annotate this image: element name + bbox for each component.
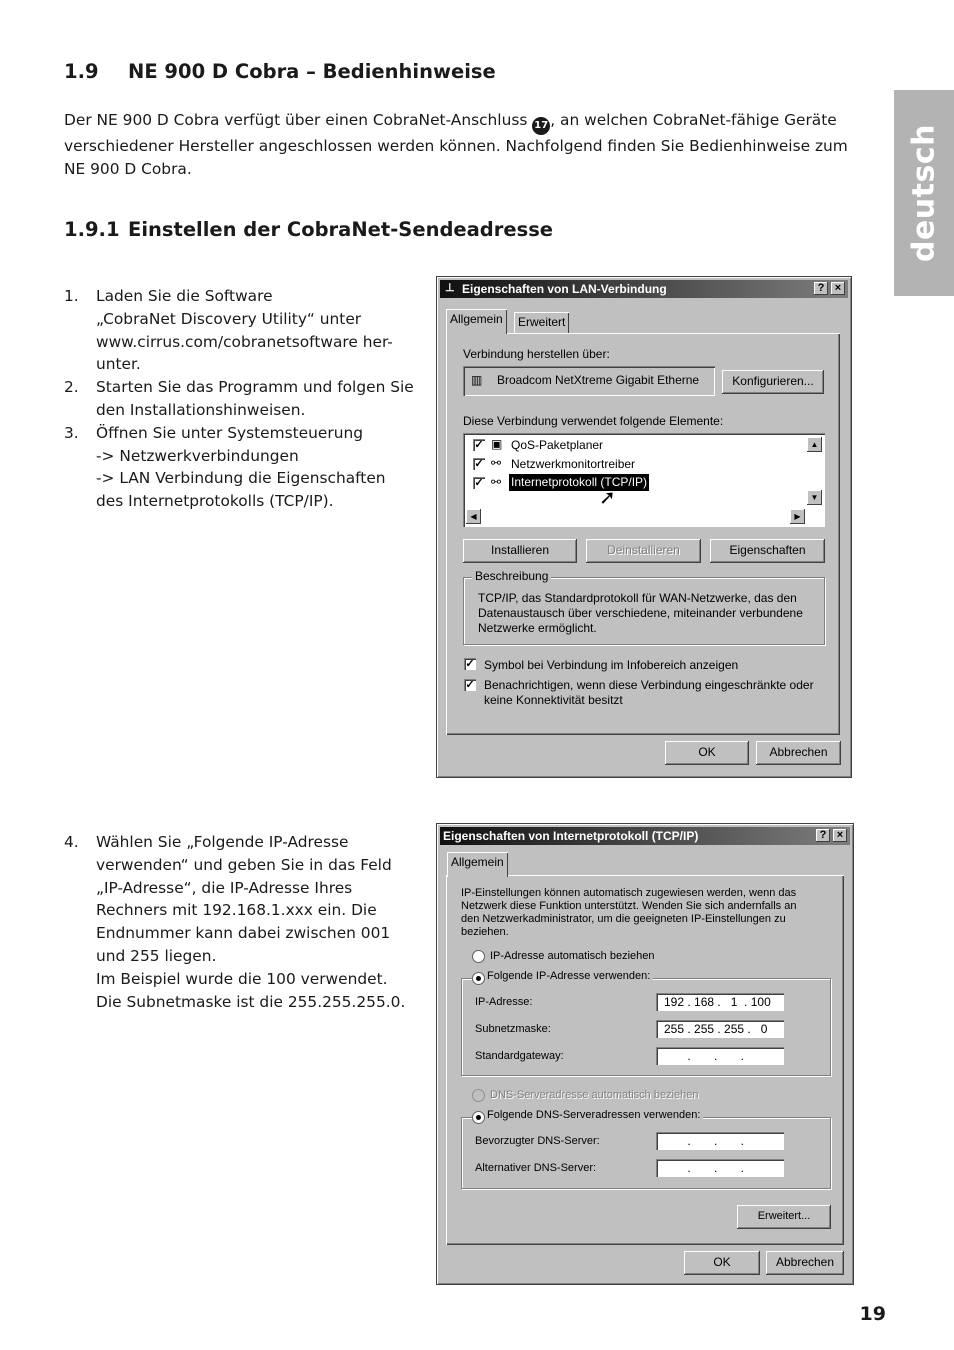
preferred-dns-input[interactable]: . . .: [656, 1132, 784, 1150]
elements-label: Diese Verbindung verwendet folgende Elemente:: [463, 414, 724, 428]
ip-group: [461, 970, 831, 1076]
step-line: Die Subnetmaske ist die 255.255.255.0.: [96, 992, 406, 1011]
step-line: Starten Sie das Programm und folgen Sie: [96, 378, 414, 397]
tray-icon-label: Symbol bei Verbindung im Infobereich anzeigen: [484, 658, 739, 672]
cancel-button[interactable]: Abbrechen: [756, 741, 841, 765]
subsection-number: 1.9.1: [64, 218, 120, 241]
properties-button[interactable]: Eigenschaften: [710, 539, 825, 563]
help-button[interactable]: ?: [814, 282, 828, 295]
step-number: 4.: [64, 833, 79, 851]
subnet-mask-label: Subnetzmaske:: [475, 1023, 551, 1035]
dialog-title: Eigenschaften von Internetprotokoll (TCP/IP): [443, 829, 699, 843]
list-item-netmon[interactable]: Netzwerkmonitortreiber: [511, 457, 636, 471]
checkbox-qos[interactable]: ✓: [474, 439, 484, 451]
intro-text-end: , an welchen CobraNet-fähige Geräte verschiedener Hersteller angeschlossen werden können. Nachfolgend finden Sie Bedienhinweise zum NE 900 D Cobra.: [64, 111, 848, 178]
protocol-icon: ⚯: [491, 475, 502, 489]
checkbox-notify[interactable]: ✓: [465, 679, 475, 691]
dialog-title: Eigenschaften von LAN-Verbindung: [462, 282, 667, 296]
dialog-titlebar[interactable]: [440, 827, 850, 845]
step-line: Öffnen Sie unter Systemsteuerung: [96, 423, 363, 442]
step-line: verwenden“ und geben Sie in das Feld: [96, 855, 392, 874]
checkbox-tcpip[interactable]: ✓: [474, 477, 484, 489]
scroll-up-button[interactable]: ▲: [807, 437, 822, 452]
advanced-button[interactable]: Erweitert...: [737, 1205, 831, 1229]
tcpip-properties-dialog: [436, 823, 854, 1285]
manual-ip-label: Folgende IP-Adresse verwenden:: [484, 970, 653, 982]
network-card-icon: ▥: [471, 373, 483, 387]
step-number: 1.: [64, 287, 79, 305]
radio-auto-dns: [472, 1089, 485, 1102]
cancel-button[interactable]: Abbrechen: [766, 1251, 844, 1275]
monitor-icon: ▣: [491, 437, 503, 451]
steps-list-1: [64, 285, 424, 513]
step-line: -> LAN Verbindung die Eigenschaften: [96, 469, 386, 488]
radio-auto-ip[interactable]: [472, 950, 485, 963]
network-icon: ⊥: [445, 282, 455, 294]
close-button[interactable]: ×: [833, 829, 847, 842]
step-number: 3.: [64, 423, 79, 442]
auto-dns-label: DNS-Serveradresse automatisch beziehen: [490, 1089, 699, 1101]
install-button[interactable]: Installieren: [463, 539, 577, 563]
alternate-dns-label: Alternativer DNS-Server:: [475, 1162, 597, 1174]
step-line: „IP-Adresse“, die IP-Adresse Ihres: [96, 878, 353, 897]
checkbox-netmon[interactable]: ✓: [474, 458, 484, 470]
tab-erweitert[interactable]: Erweitert: [514, 312, 569, 334]
page-number: 19: [859, 1303, 886, 1325]
step-4: [64, 831, 424, 1013]
step-3: [64, 422, 424, 513]
intro-text-start: Der NE 900 D Cobra verfügt über einen CobraNet-Anschluss: [64, 111, 533, 129]
step-line: Wählen Sie „Folgende IP-Adresse: [96, 833, 349, 851]
scroll-down-button[interactable]: ▼: [807, 490, 822, 505]
scroll-left-button[interactable]: ◀: [466, 509, 481, 524]
step-line: Rechners mit 192.168.1.xxx ein. Die: [96, 901, 377, 920]
description-group: [463, 569, 825, 645]
adapter-field: [463, 366, 715, 396]
description-title: Beschreibung: [472, 569, 551, 583]
subnet-mask-input[interactable]: 255 . 255 . 255 . 0: [656, 1020, 784, 1038]
step-line: www.cirrus.com/cobranetsoftware her-: [96, 332, 393, 351]
section-title: NE 900 D Cobra – Bedienhinweise: [128, 60, 496, 83]
step-1: [64, 285, 424, 376]
step-line: unter.: [96, 355, 141, 374]
gateway-label: Standardgateway:: [475, 1050, 564, 1062]
step-line: Laden Sie die Software: [96, 287, 273, 305]
ok-button[interactable]: OK: [665, 741, 749, 765]
checkbox-tray-icon[interactable]: ✓: [465, 658, 475, 670]
info-text: IP-Einstellungen können automatisch zugewiesen werden, wenn das Netzwerk diese Funktion unterstützt. Wenden Sie sich andernfalls an den Netzwerkadministrator, um die geeigneten IP-Einstellungen zu beziehen.: [461, 887, 797, 938]
ip-address-label: IP-Adresse:: [475, 996, 533, 1008]
step-2: [64, 376, 424, 422]
step-line: den Installationshinweisen.: [96, 400, 306, 419]
intro-paragraph: [64, 109, 864, 181]
step-line: und 255 liegen.: [96, 946, 217, 965]
radio-manual-ip[interactable]: [472, 972, 485, 985]
uninstall-button: Deinstallieren: [586, 539, 701, 563]
step-line: des Internetprotokolls (TCP/IP).: [96, 492, 334, 511]
lan-properties-dialog: [436, 276, 852, 778]
dns-group: [461, 1109, 831, 1189]
step-line: Im Beispiel wurde die 100 verwendet.: [96, 969, 388, 988]
ip-address-input[interactable]: 192 . 168 . 1 . 100: [656, 993, 784, 1011]
step-line: „CobraNet Discovery Utility“ unter: [96, 309, 362, 328]
close-button[interactable]: ×: [831, 282, 845, 295]
components-list[interactable]: [463, 433, 825, 527]
notify-label: Benachrichtigen, wenn diese Verbindung eingeschränkte oder keine Konnektivität besitzt: [484, 678, 814, 707]
step-number: 2.: [64, 378, 79, 397]
subsection-heading: [64, 218, 553, 241]
tab-panel: [446, 875, 844, 1245]
auto-ip-label: IP-Adresse automatisch beziehen: [490, 950, 655, 962]
ok-button[interactable]: OK: [684, 1251, 760, 1275]
connect-via-label: Verbindung herstellen über:: [463, 347, 610, 361]
configure-button[interactable]: Konfigurieren...: [722, 370, 824, 394]
protocol-icon: ⚯: [491, 456, 502, 470]
language-label: deutsch: [906, 123, 942, 263]
tab-panel: [446, 333, 840, 735]
manual-dns-label: Folgende DNS-Serveradressen verwenden:: [484, 1109, 703, 1121]
step-line: -> Netzwerkverbindungen: [96, 446, 299, 465]
section-number: 1.9: [64, 60, 99, 83]
gateway-input[interactable]: . . .: [656, 1047, 784, 1065]
subsection-title: Einstellen der CobraNet-Sendeadresse: [128, 218, 554, 241]
language-tab: [894, 90, 954, 296]
step-line: Endnummer kann dabei zwischen 001: [96, 924, 391, 943]
adapter-name: Broadcom NetXtreme Gigabit Etherne: [497, 373, 700, 387]
description-text: TCP/IP, das Standardprotokoll für WAN-Netzwerke, das den Datenaustausch über verschiedene, miteinander verbundene Netzwerke ermöglicht.: [478, 591, 803, 635]
list-item-qos[interactable]: QoS-Paketplaner: [511, 438, 604, 452]
tab-allgemein[interactable]: Allgemein: [447, 852, 508, 877]
mouse-cursor-icon: ➚: [599, 487, 616, 509]
dialog-titlebar[interactable]: [440, 280, 848, 298]
steps-list-2: [64, 831, 424, 1013]
tab-allgemein[interactable]: Allgemein: [446, 309, 507, 334]
connector-badge: 17: [532, 117, 550, 135]
radio-manual-dns[interactable]: [472, 1111, 485, 1124]
help-button[interactable]: ?: [816, 829, 830, 842]
list-item-tcpip[interactable]: Internetprotokoll (TCP/IP): [511, 475, 648, 489]
section-heading: [64, 60, 496, 83]
scroll-right-button[interactable]: ▶: [790, 509, 805, 524]
preferred-dns-label: Bevorzugter DNS-Server:: [475, 1135, 600, 1147]
alternate-dns-input[interactable]: . . .: [656, 1159, 784, 1177]
